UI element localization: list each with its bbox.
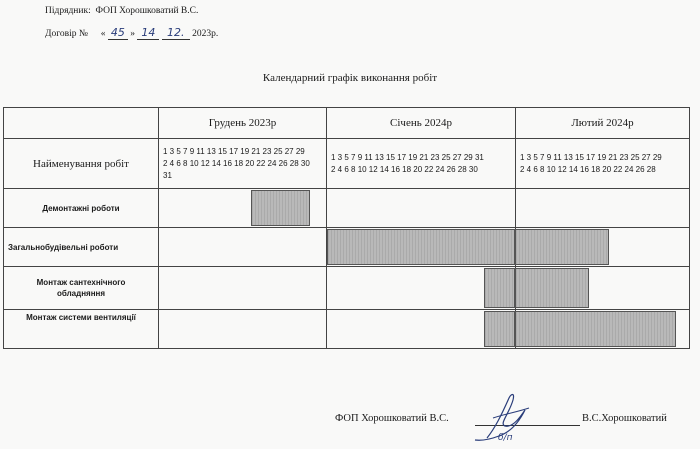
days-line: 1 3 5 7 9 11 13 15 17 19 21 23 25 27 29 [163, 146, 305, 156]
days-line: 2 4 6 8 10 12 14 16 18 20 22 24 26 28 30 [331, 164, 478, 174]
gantt-bar [484, 311, 515, 347]
work-name-line: Монтаж сантехнічного [36, 278, 126, 287]
month-header: Грудень 2023р [159, 108, 327, 139]
work-name [4, 267, 159, 310]
name-column-header: Найменування робіт [4, 139, 159, 189]
date-month: 12. [162, 26, 190, 40]
contractor-name: ФОП Хорошковатий В.С. [95, 6, 199, 16]
work-name-line: обладняння [56, 289, 106, 298]
contract-prefix: Договір № [45, 29, 88, 39]
gantt-bar [515, 268, 589, 308]
work-row [4, 310, 690, 349]
schedule-cell [327, 267, 516, 310]
date-quote-close: » [130, 29, 135, 39]
handwritten-note: б/п [498, 433, 513, 443]
schedule-cell [327, 228, 516, 267]
page-title: Календарний графік виконання робіт [262, 72, 438, 84]
schedule-cell [327, 310, 516, 349]
days-line: 1 3 5 7 9 11 13 15 17 19 21 23 25 27 29 31 [331, 152, 484, 162]
schedule-cell [159, 228, 327, 267]
work-row [4, 228, 690, 267]
contract-line [45, 26, 218, 40]
schedule-cell [516, 267, 690, 310]
signatory-right: В.С.Хорошковатий [582, 413, 667, 424]
schedule-cell [327, 189, 516, 228]
gantt-bar [484, 268, 515, 308]
schedule-cell [516, 310, 690, 349]
work-name: Загальнобудівельні роботи [4, 228, 159, 267]
gantt-bar [251, 190, 310, 226]
schedule-table [3, 107, 690, 349]
corner-cell [4, 108, 159, 139]
days-cell [159, 139, 327, 189]
month-header: Січень 2024р [327, 108, 516, 139]
contract-number: 45 [108, 26, 128, 40]
signatory-left: ФОП Хорошковатий В.С. [335, 413, 449, 424]
gantt-bar [515, 229, 609, 265]
work-name: Монтаж системи вентиляції [4, 310, 159, 349]
schedule-cell [159, 267, 327, 310]
days-line: 2 4 6 8 10 12 14 16 18 20 22 24 26 28 [520, 164, 656, 174]
gantt-bar [327, 229, 515, 265]
contractor-line [45, 6, 198, 16]
gantt-bar [515, 311, 676, 347]
days-row [4, 139, 690, 189]
schedule-cell [516, 228, 690, 267]
days-cell [516, 139, 690, 189]
date-quote-open: « [100, 29, 106, 39]
schedule-cell [516, 189, 690, 228]
schedule-cell [159, 310, 327, 349]
work-row [4, 189, 690, 228]
month-header: Лютий 2024р [516, 108, 690, 139]
days-cell [327, 139, 516, 189]
days-line: 31 [163, 170, 172, 180]
days-line: 1 3 5 7 9 11 13 15 17 19 21 23 25 27 29 [520, 152, 662, 162]
date-year: 2023р. [192, 29, 219, 39]
contractor-label: Підрядник: [45, 6, 91, 16]
work-name: Демонтажні роботи [4, 189, 159, 228]
schedule-cell [159, 189, 327, 228]
work-row [4, 267, 690, 310]
date-day: 14 [137, 26, 159, 40]
days-line: 2 4 6 8 10 12 14 16 18 20 22 24 26 28 30 [163, 158, 310, 168]
months-row [4, 108, 690, 139]
